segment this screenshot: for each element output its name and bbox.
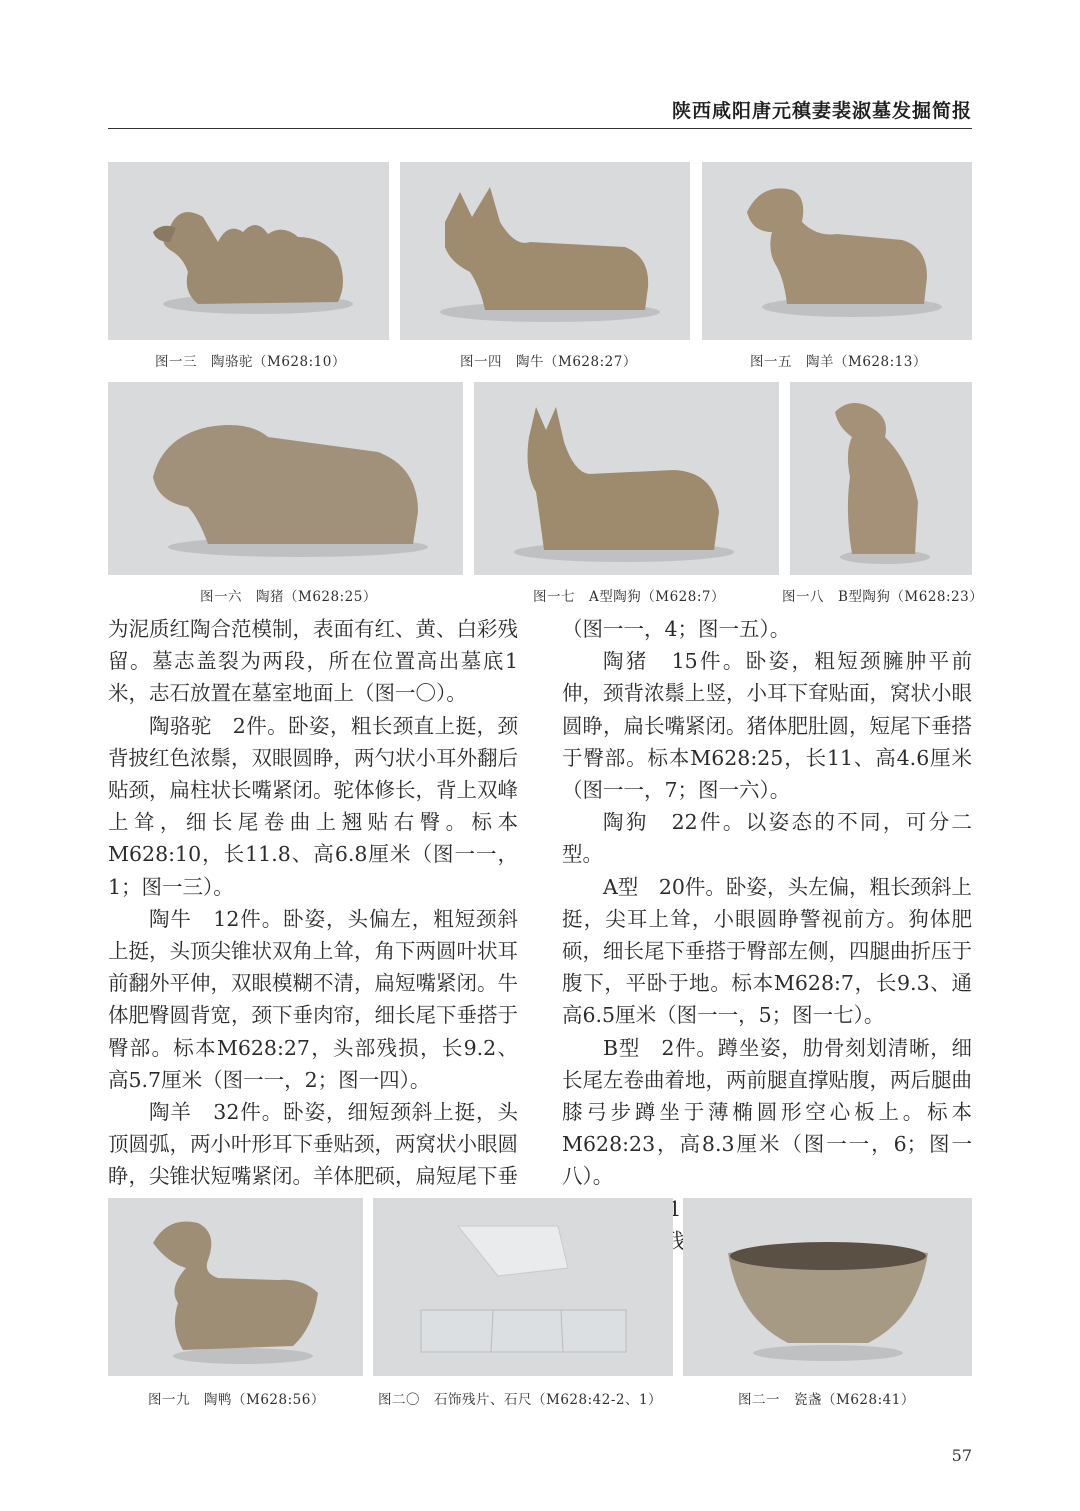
body-paragraph-dog-type-b: B型 2件。蹲坐姿，肋骨刻划清晰，细长尾左卷曲着地，两前腿直撑贴腹，两后腿曲膝弓步蹲坐于薄椭圆形空心板上。标本M628:23，高8.3厘米（图一一，6；图一八）。	[562, 1035, 972, 1189]
pottery-sheep-figure	[702, 162, 972, 340]
figure-caption: 图一八 B型陶狗（M628:23）	[782, 589, 984, 605]
pottery-camel-figure	[108, 162, 389, 340]
photo-b-type-pottery-dog	[790, 382, 972, 575]
figure-caption: 图一六 陶猪（M628:25）	[200, 589, 377, 605]
body-paragraph-pig: 陶猪 15件。卧姿，粗短颈臃肿平前伸，颈背浓鬃上竖，小耳下耷贴面，窝状小眼圆睁，扁长嘴紧闭。猪体肥肚圆，短尾下垂搭于臀部。标本M628:25，长11、高4.6厘米（图一一，7；图一六）。	[562, 649, 972, 803]
pottery-ox-figure	[400, 162, 690, 340]
b-type-pottery-dog-figure	[790, 382, 972, 575]
porcelain-cup-figure	[683, 1198, 972, 1376]
text-column-left	[108, 613, 518, 1257]
photo-porcelain-cup	[683, 1198, 972, 1376]
body-paragraph-sheep: 陶羊 32件。卧姿，细短颈斜上挺，头顶圆弧，两小叶形耳下垂贴颈，两窝状小眼圆睁，尖锥状短嘴紧闭。羊体肥硕，扁短尾下垂	[108, 1100, 518, 1189]
figure-caption: 图二一 瓷盏（M628:41）	[738, 1392, 915, 1408]
a-type-pottery-dog-figure	[474, 382, 779, 575]
figure-caption: 图一三 陶骆驼（M628:10）	[155, 354, 346, 370]
photo-pottery-camel	[108, 162, 389, 340]
photo-a-type-pottery-dog	[474, 382, 779, 575]
photo-pottery-ox	[400, 162, 690, 340]
figure-caption: 图一九 陶鸭（M628:56）	[148, 1392, 325, 1408]
figure-caption: 图一四 陶牛（M628:27）	[460, 354, 637, 370]
body-paragraph-camel: 陶骆驼 2件。卧姿，粗长颈直上挺，颈背披红色浓鬃，双眼圆睁，两勺状小耳外翻后贴颈，扁柱状长嘴紧闭。驼体修长，背上双峰上耸，细长尾卷曲上翘贴右臀。标本M628:10，长11.8、高6.8厘米（图一一，1；图一三）。	[108, 713, 518, 899]
figure-caption: 图一五 陶羊（M628:13）	[750, 354, 927, 370]
body-paragraph: （图一一，4；图一五）。	[562, 617, 791, 641]
stone-fragments-and-ruler-figure	[373, 1198, 673, 1376]
body-paragraph-dog: 陶狗 22件。以姿态的不同，可分二型。	[562, 810, 972, 867]
body-paragraph-dog-type-a: A型 20件。卧姿，头左偏，粗长颈斜上挺，尖耳上耸，小眼圆睁警视前方。狗体肥硕，细长尾下垂搭于臀部左侧，四腿曲折压于腹下，平卧于地。标本M628:7，长9.3、通高6.5厘米（图一一，5；图一七）。	[562, 874, 972, 1028]
photo-pottery-sheep	[702, 162, 972, 340]
text-column-right	[562, 613, 972, 1289]
figure-caption: 图一七 A型陶狗（M628:7）	[533, 589, 725, 605]
header-rule	[108, 128, 972, 129]
page-number: 57	[951, 1446, 972, 1465]
figure-caption: 图二〇 石饰残片、石尺（M628:42-2、1）	[378, 1392, 663, 1408]
photo-pottery-pig	[108, 382, 463, 575]
photo-pottery-duck	[108, 1198, 363, 1376]
pottery-duck-figure	[108, 1198, 363, 1376]
body-paragraph-ox: 陶牛 12件。卧姿，头偏左，粗短颈斜上挺，头顶尖锥状双角上耸，角下两圆叶状耳前翻外平伸，双眼模糊不清，扁短嘴紧闭。牛体肥臀圆背宽，颈下垂肉帘，细长尾下垂搭于臀部。标本M628:27，头部残损，长9.2、高5.7厘米（图一一，2；图一四）。	[108, 906, 518, 1092]
journal-running-title: 陕西咸阳唐元稹妻裴淑墓发掘简报	[671, 100, 972, 122]
pottery-pig-figure	[108, 382, 463, 575]
photo-stone-fragments-and-ruler	[373, 1198, 673, 1376]
body-paragraph: 为泥质红陶合范模制，表面有红、黄、白彩残留。墓志盖裂为两段，所在位置高出墓底1米，志石放置在墓室地面上（图一〇）。	[108, 617, 518, 706]
